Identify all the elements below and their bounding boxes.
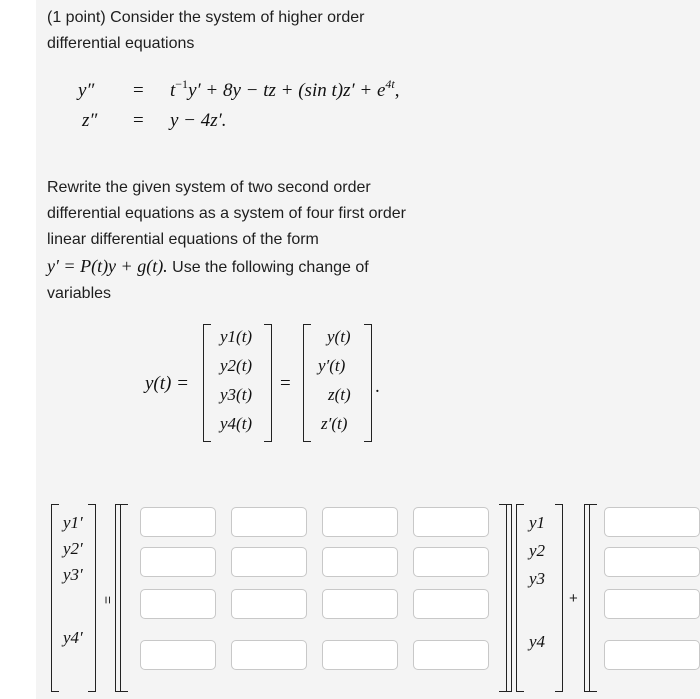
- cov-right-entry: z′(t): [321, 414, 348, 433]
- cov-left-entry: y2(t): [220, 356, 253, 375]
- p-matrix-input-r4c3[interactable]: [322, 640, 398, 670]
- p-matrix-input-r3c4[interactable]: [413, 589, 489, 619]
- rewrite-paragraph: [47, 175, 406, 307]
- rewrite-line3: linear differential equations of the form: [47, 231, 319, 248]
- cov-left-bracket-open: [203, 324, 211, 442]
- eq2-equals: =: [133, 110, 144, 131]
- y-vector-bracket-close: [555, 504, 563, 692]
- eq1-rhs-a: t: [170, 80, 176, 101]
- p-matrix-input-r4c1[interactable]: [140, 640, 216, 670]
- g-vector-input-2[interactable]: [604, 547, 700, 577]
- cov-right-entry: y′(t): [318, 356, 346, 375]
- eq1-rhs-exponent: −1: [175, 77, 189, 91]
- p-matrix-input-r4c4[interactable]: [413, 640, 489, 670]
- eq2-lhs: z″: [82, 110, 98, 131]
- y-vector-entry: y4: [529, 632, 546, 651]
- p-matrix-input-r1c3[interactable]: [322, 507, 398, 537]
- cov-lhs: y(t) =: [145, 373, 189, 394]
- eq2-rhs: y − 4z′.: [170, 110, 227, 131]
- cov-left-entry: y1(t): [220, 327, 253, 346]
- problem-intro: [47, 5, 365, 57]
- form-expression: y′ = P(t)y + g(t).: [47, 256, 168, 276]
- p-matrix-bracket-close: [504, 504, 512, 692]
- intro-text: Consider the system of higher order: [110, 9, 365, 26]
- lhs-entry: y3′: [63, 565, 83, 584]
- p-matrix-input-r2c1[interactable]: [140, 547, 216, 577]
- p-matrix-input-r2c2[interactable]: [231, 547, 307, 577]
- eq1-lhs: y″: [78, 80, 95, 101]
- form-rest: Use the following change of: [172, 259, 369, 276]
- y-vector-bracket-open: [516, 504, 524, 692]
- p-matrix-input-r1c2[interactable]: [231, 507, 307, 537]
- intro-text-line2: differential equations: [47, 35, 195, 52]
- g-vector-input-4[interactable]: [604, 640, 700, 670]
- system-equals: =: [100, 595, 117, 605]
- p-matrix-input-r2c4[interactable]: [413, 547, 489, 577]
- cov-left-bracket-close: [264, 324, 272, 442]
- y-vector-entry: y1: [529, 513, 546, 532]
- lhs-entry: y4′: [63, 628, 83, 647]
- y-vector-entry: y2: [529, 541, 546, 560]
- lhs-bracket-open: [51, 504, 59, 692]
- p-matrix-input-r1c1[interactable]: [140, 507, 216, 537]
- y-vector-entry: y3: [529, 569, 546, 588]
- rewrite-line1: Rewrite the given system of two second order: [47, 179, 371, 196]
- p-matrix-input-r3c3[interactable]: [322, 589, 398, 619]
- cov-equals: =: [280, 373, 291, 394]
- cov-right-entry: y(t): [327, 327, 351, 346]
- eq1-rhs: [170, 77, 400, 102]
- eq1-rhs-exponent2: 4t: [385, 77, 395, 91]
- cov-end: .: [375, 376, 380, 397]
- eq1-rhs-end: ,: [394, 80, 400, 101]
- eq1-rhs-b: y′ + 8y − tz + (sin t)z′ + e: [188, 80, 386, 101]
- lhs-entry: y2′: [63, 539, 83, 558]
- lhs-bracket-close: [88, 504, 96, 692]
- p-matrix-input-r3c2[interactable]: [231, 589, 307, 619]
- lhs-entry: y1′: [63, 513, 83, 532]
- rewrite-line2: differential equations as a system of four first order: [47, 205, 406, 222]
- system-plus: +: [569, 590, 578, 607]
- cov-left-entry: y3(t): [220, 385, 253, 404]
- rewrite-line5: variables: [47, 285, 112, 302]
- cov-right-bracket-close: [364, 324, 372, 442]
- points-label: (1 point): [47, 9, 106, 26]
- g-vector-input-1[interactable]: [604, 507, 700, 537]
- g-vector-bracket-open-inner: [589, 504, 597, 692]
- p-matrix-input-r3c1[interactable]: [140, 589, 216, 619]
- eq1-equals: =: [133, 80, 144, 101]
- cov-left-entry: y4(t): [220, 414, 253, 433]
- p-matrix-input-r4c2[interactable]: [231, 640, 307, 670]
- p-matrix-input-r2c3[interactable]: [322, 547, 398, 577]
- g-vector-input-3[interactable]: [604, 589, 700, 619]
- p-matrix-bracket-open-inner: [120, 504, 128, 692]
- p-matrix-input-r1c4[interactable]: [413, 507, 489, 537]
- cov-right-entry: z(t): [328, 385, 351, 404]
- cov-right-bracket-open: [303, 324, 311, 442]
